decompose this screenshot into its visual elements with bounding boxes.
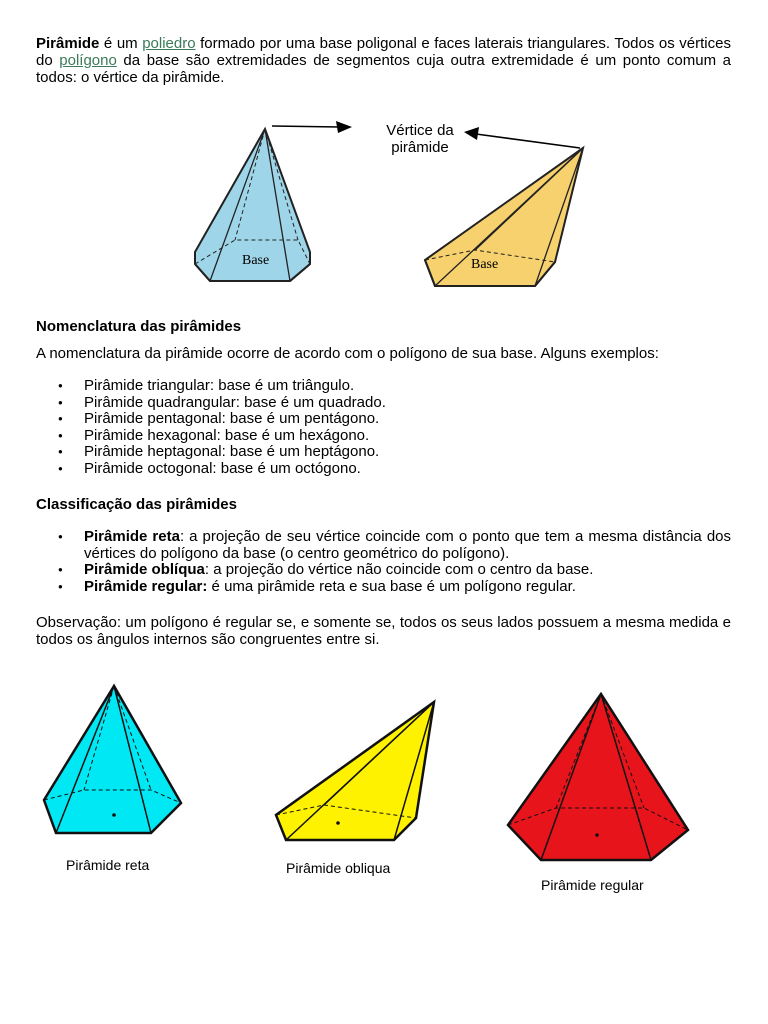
- caption-obliqua: Pirâmide obliqua: [286, 860, 391, 876]
- classificacao-list: [36, 529, 731, 595]
- poligono-link[interactable]: polígono: [59, 52, 117, 69]
- vertex-label-line2: pirâmide: [391, 139, 449, 156]
- poliedro-link[interactable]: poliedro: [142, 35, 196, 52]
- classificacao-heading: Classificação das pirâmides: [36, 496, 237, 513]
- list-item: ● Pirâmide heptagonal: base é um heptágono.: [36, 444, 736, 461]
- caption-regular: Pirâmide regular: [541, 877, 644, 893]
- nomenclatura-heading: Nomenclatura das pirâmides: [36, 318, 242, 335]
- caption-reta: Pirâmide reta: [66, 857, 150, 873]
- yellow-oblique-pyramid: [276, 702, 434, 840]
- intro-paragraph: [36, 35, 731, 86]
- term-obliqua: Pirâmide oblíqua: [84, 561, 205, 578]
- base-label-left: Base: [242, 253, 270, 268]
- observacao-paragraph: Observação: um polígono é regular se, e somente se, todos os seus lados possuem a mesma medida e todos os ângulos internos são congruentes entre si.: [36, 614, 731, 648]
- list-item: ● Pirâmide hexagonal: base é um hexágono.: [36, 428, 736, 445]
- list-item: ● Pirâmide pentagonal: base é um pentágono.: [36, 411, 736, 428]
- base-label-right: Base: [471, 257, 499, 272]
- intro-text-2: formado por uma base poligonal e faces laterais triangulares. Todos os vértices do: [36, 35, 731, 69]
- intro-text-3: da base são extremidades de segmentos cuja outra extremidade é um ponto comum a todos: o vértice da pirâmide.: [36, 52, 732, 86]
- term-regular: Pirâmide regular:: [84, 577, 208, 595]
- list-item: ● Pirâmide quadrangular: base é um quadrado.: [36, 395, 736, 412]
- pyramid-types-figure: [36, 680, 736, 900]
- vertex-label: [360, 122, 480, 156]
- list-item: ● Pirâmide octogonal: base é um octógono.: [36, 461, 736, 478]
- list-item: [36, 579, 731, 596]
- vertex-label-line1: Vértice da: [386, 122, 454, 139]
- list-item: [36, 562, 731, 579]
- list-item: [36, 529, 731, 562]
- desc-reta: : a projeção de seu vértice coincide com o ponto que tem a mesma distância dos vértices do polígono da base (o centro geométrico do polígono).: [84, 528, 732, 562]
- intro-term: Pirâmide: [36, 35, 100, 52]
- desc-obliqua: : a projeção do vértice não coincide com o centro da base.: [204, 561, 594, 578]
- desc-regular: é uma pirâmide reta e sua base é um polígono regular.: [207, 577, 576, 595]
- intro-text-1: é um: [99, 35, 143, 52]
- nomenclatura-intro: A nomenclatura da pirâmide ocorre de acordo com o polígono de sua base. Alguns exemplos:: [36, 345, 659, 362]
- list-item: ● Pirâmide triangular: base é um triângulo.: [36, 378, 736, 395]
- pyramid-vertex-figure: [180, 112, 600, 297]
- nomenclatura-list: [36, 378, 736, 477]
- term-reta: Pirâmide reta: [84, 528, 180, 545]
